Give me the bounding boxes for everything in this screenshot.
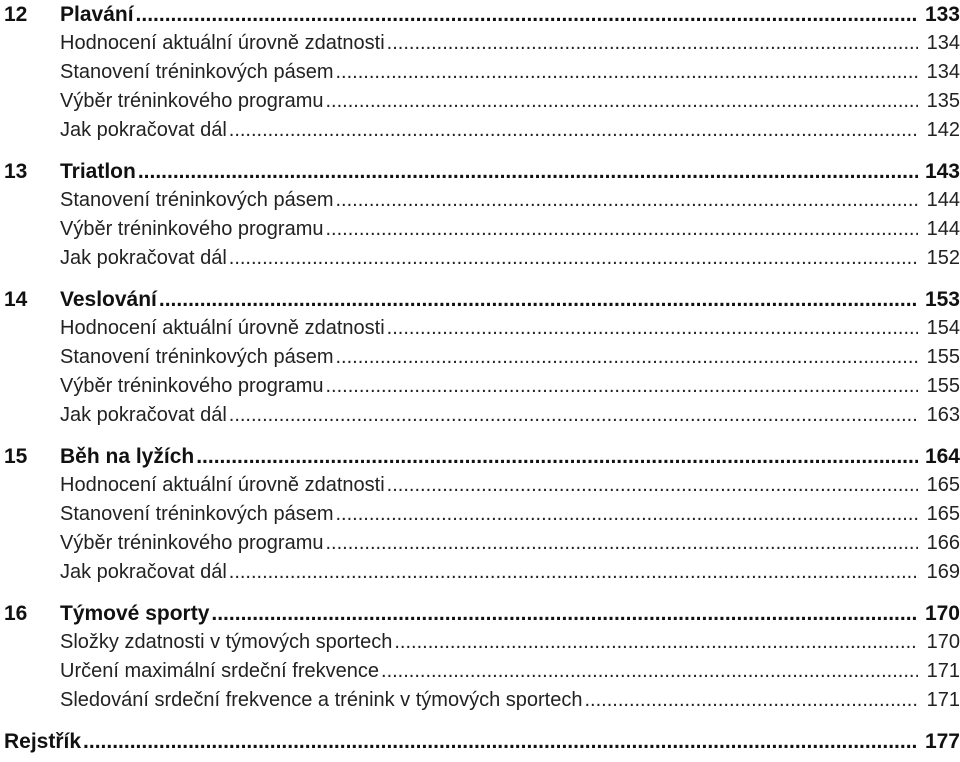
section-page-number: 155 xyxy=(926,375,960,397)
section-title: Výběr tréninkového programu xyxy=(60,218,324,240)
chapter-title: Plavání xyxy=(60,3,134,26)
dot-leader xyxy=(138,157,918,186)
dot-leader xyxy=(387,29,918,58)
section-title: Určení maximální srdeční frekvence xyxy=(60,660,380,682)
section-title: Stanovení tréninkových pásem xyxy=(60,61,334,83)
toc-entry-section[interactable] xyxy=(0,500,960,529)
toc-entry-section[interactable] xyxy=(0,401,960,430)
toc-entry-chapter[interactable] xyxy=(0,285,960,314)
toc-entry-section[interactable] xyxy=(0,87,960,116)
section-title: Výběr tréninkového programu xyxy=(60,532,324,554)
section-title: Výběr tréninkového programu xyxy=(60,90,324,112)
dot-leader xyxy=(381,657,918,686)
dot-leader xyxy=(229,558,918,587)
section-title: Hodnocení aktuální úrovně zdatnosti xyxy=(60,474,385,496)
section-title: Jak pokračovat dál xyxy=(60,247,227,269)
toc-entry-section[interactable] xyxy=(0,215,960,244)
index-page-number: 177 xyxy=(924,730,960,753)
dot-leader xyxy=(584,686,918,715)
section-page-number: 135 xyxy=(926,90,960,112)
section-page-number: 163 xyxy=(926,404,960,426)
toc-entry-section[interactable] xyxy=(0,244,960,273)
index-title: Rejstřík xyxy=(4,730,82,753)
section-page-number: 152 xyxy=(926,247,960,269)
chapter-group xyxy=(0,599,960,715)
dot-leader xyxy=(325,87,918,116)
dot-leader xyxy=(136,0,918,29)
section-title: Hodnocení aktuální úrovně zdatnosti xyxy=(60,32,385,54)
section-title: Složky zdatnosti v týmových sportech xyxy=(60,631,393,653)
chapter-title: Běh na lyžích xyxy=(60,445,195,468)
toc-entry-section[interactable] xyxy=(0,471,960,500)
dot-leader xyxy=(336,500,919,529)
section-page-number: 134 xyxy=(926,61,960,83)
section-page-number: 155 xyxy=(926,346,960,368)
dot-leader xyxy=(336,343,919,372)
chapter-page-number: 170 xyxy=(924,602,960,625)
section-page-number: 144 xyxy=(926,218,960,240)
chapter-group xyxy=(0,285,960,430)
toc-entry-section[interactable] xyxy=(0,529,960,558)
chapter-number: 16 xyxy=(4,602,28,625)
section-page-number: 142 xyxy=(926,119,960,141)
dot-leader xyxy=(394,628,918,657)
dot-leader xyxy=(229,116,918,145)
chapter-number: 14 xyxy=(4,288,28,311)
section-page-number: 144 xyxy=(926,189,960,211)
dot-leader xyxy=(211,599,918,628)
section-page-number: 134 xyxy=(926,32,960,54)
section-title: Sledování srdeční frekvence a trénink v týmových sportech xyxy=(60,689,583,711)
toc-entry-section[interactable] xyxy=(0,343,960,372)
toc-entry-chapter[interactable] xyxy=(0,442,960,471)
section-title: Jak pokračovat dál xyxy=(60,119,227,141)
chapter-page-number: 133 xyxy=(924,3,960,26)
toc-entry-section[interactable] xyxy=(0,372,960,401)
toc-entry-section[interactable] xyxy=(0,657,960,686)
chapter-title: Triatlon xyxy=(60,160,136,183)
dot-leader xyxy=(229,244,918,273)
toc-entry-section[interactable] xyxy=(0,116,960,145)
dot-leader xyxy=(387,314,918,343)
section-title: Jak pokračovat dál xyxy=(60,561,227,583)
section-page-number: 171 xyxy=(926,689,960,711)
toc-entry-section[interactable] xyxy=(0,628,960,657)
dot-leader xyxy=(229,401,918,430)
chapter-group xyxy=(0,0,960,145)
section-page-number: 165 xyxy=(926,503,960,525)
dot-leader xyxy=(196,442,918,471)
dot-leader xyxy=(325,372,918,401)
dot-leader xyxy=(336,58,919,87)
dot-leader xyxy=(83,727,918,756)
chapter-title: Veslování xyxy=(60,288,157,311)
dot-leader xyxy=(159,285,918,314)
section-title: Stanovení tréninkových pásem xyxy=(60,346,334,368)
dot-leader xyxy=(387,471,918,500)
toc-entry-index[interactable] xyxy=(0,727,960,756)
chapter-page-number: 143 xyxy=(924,160,960,183)
toc-entry-section[interactable] xyxy=(0,186,960,215)
toc-entry-section[interactable] xyxy=(0,558,960,587)
section-title: Stanovení tréninkových pásem xyxy=(60,189,334,211)
dot-leader xyxy=(336,186,919,215)
section-page-number: 171 xyxy=(926,660,960,682)
chapter-number: 13 xyxy=(4,160,28,183)
section-title: Stanovení tréninkových pásem xyxy=(60,503,334,525)
chapter-number: 15 xyxy=(4,445,28,468)
toc-entry-section[interactable] xyxy=(0,314,960,343)
chapter-number: 12 xyxy=(4,3,28,26)
section-page-number: 165 xyxy=(926,474,960,496)
section-title: Jak pokračovat dál xyxy=(60,404,227,426)
toc-entry-chapter[interactable] xyxy=(0,0,960,29)
toc-entry-section[interactable] xyxy=(0,29,960,58)
section-title: Výběr tréninkového programu xyxy=(60,375,324,397)
dot-leader xyxy=(325,529,918,558)
dot-leader xyxy=(325,215,918,244)
toc-entry-section[interactable] xyxy=(0,686,960,715)
section-page-number: 166 xyxy=(926,532,960,554)
section-page-number: 169 xyxy=(926,561,960,583)
section-title: Hodnocení aktuální úrovně zdatnosti xyxy=(60,317,385,339)
section-page-number: 154 xyxy=(926,317,960,339)
chapter-title: Týmové sporty xyxy=(60,602,210,625)
chapter-group xyxy=(0,442,960,587)
toc-entry-chapter[interactable] xyxy=(0,599,960,628)
section-page-number: 170 xyxy=(926,631,960,653)
chapter-page-number: 164 xyxy=(924,445,960,468)
chapter-page-number: 153 xyxy=(924,288,960,311)
toc-entry-chapter[interactable] xyxy=(0,157,960,186)
chapter-group xyxy=(0,157,960,273)
toc-entry-section[interactable] xyxy=(0,58,960,87)
